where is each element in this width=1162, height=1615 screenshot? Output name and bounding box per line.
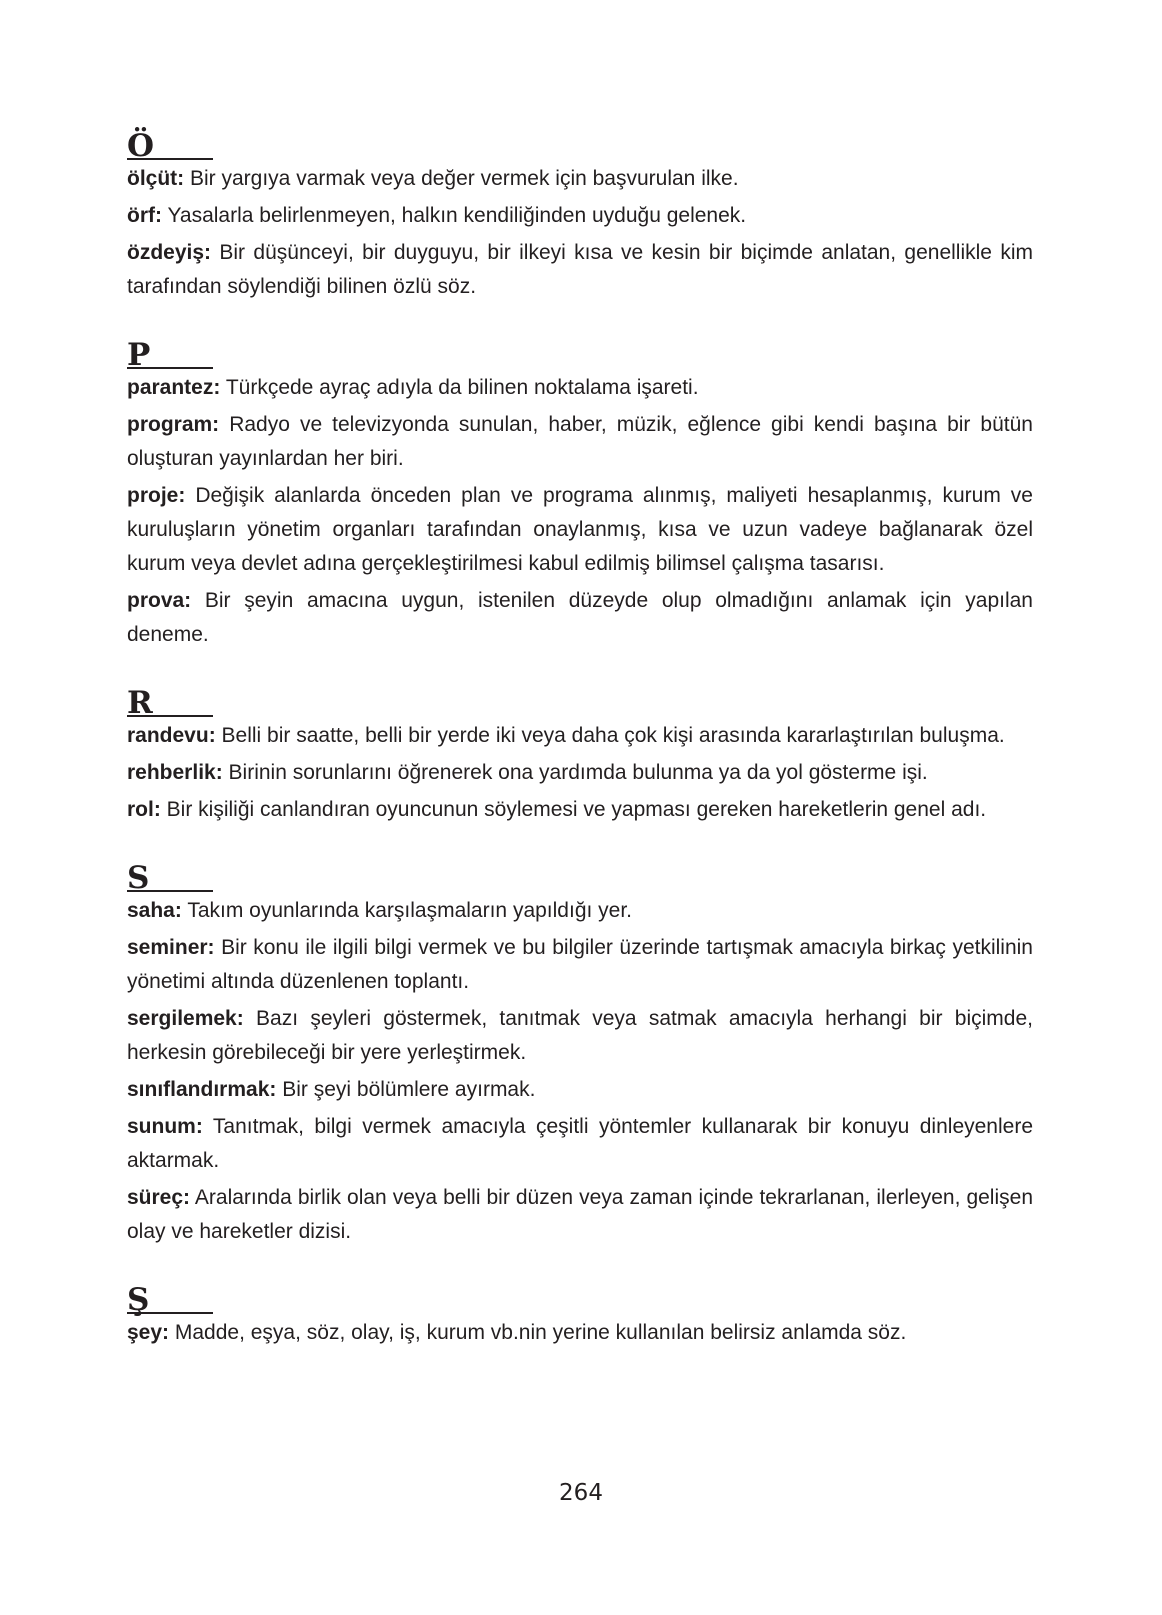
glossary-entry [127,199,1033,233]
entry-definition: Takım oyunlarında karşılaşmaların yapıldığı yer. [181,899,633,922]
section-s-cedilla [127,1272,1033,1350]
glossary-entry [127,584,1033,652]
glossary-content [127,118,1033,1353]
page-number: 264 [559,1480,603,1506]
entry-term: parantez: [127,376,221,399]
entry-term: rehberlik: [127,761,223,784]
section-letter: R [127,685,153,721]
entry-term: örf: [127,204,162,227]
entry-definition: Bir konu ile ilgili bilgi vermek ve bu bilgiler üzerinde tartışmak amacıyla birkaç yetkilinin yönetimi altında düzenlenen toplantı. [127,936,1033,993]
entry-definition: Birinin sorunlarını öğrenerek ona yardımda bulunma ya da yol gösterme işi. [222,761,928,784]
letter-heading [127,1272,1033,1316]
entry-term: özdeyiş: [127,241,212,264]
entry-definition: Bir şeyi bölümlere ayırmak. [276,1078,536,1101]
letter-heading [127,327,1033,371]
glossary-entry [127,236,1033,304]
letter-underline [127,1312,213,1314]
glossary-entry [127,793,1033,827]
entry-term: proje: [127,484,186,507]
entry-term: program: [127,413,220,436]
glossary-entry [127,1181,1033,1249]
glossary-entry [127,1002,1033,1070]
entry-definition: Radyo ve televizyonda sunulan, haber, müzik, eğlence gibi kendi başına bir bütün oluşturan yayınlardan her biri. [127,413,1033,470]
glossary-entry [127,408,1033,476]
glossary-entry [127,162,1033,196]
entry-definition: Belli bir saatte, belli bir yerde iki veya daha çok kişi arasında kararlaştırılan buluşma. [215,724,1005,747]
entry-term: ölçüt: [127,167,185,190]
glossary-entry [127,894,1033,928]
entry-term: şey: [127,1321,170,1344]
section-o-umlaut [127,118,1033,304]
entry-definition: Bir düşünceyi, bir duyguyu, bir ilkeyi kısa ve kesin bir biçimde anlatan, genellikle kim tarafından söylendiği bilinen özlü söz. [127,241,1033,298]
entry-definition: Bir şeyin amacına uygun, istenilen düzeyde olup olmadığını anlamak için yapılan deneme. [127,589,1033,646]
entry-term: randevu: [127,724,216,747]
letter-underline [127,890,213,892]
section-s [127,850,1033,1249]
entry-definition: Tanıtmak, bilgi vermek amacıyla çeşitli yöntemler kullanarak bir konuyu dinleyenlere aktarmak. [127,1115,1033,1172]
entry-definition: Değişik alanlarda önceden plan ve programa alınmış, maliyeti hesaplanmış, kurum ve kuruluşların yönetim organları tarafından onaylanmış, kısa ve uzun vadeye bağlanarak özel kurum veya devlet adına gerçekleştirilmesi kabul edilmiş bilimsel çalışma tasarısı. [127,484,1033,575]
entry-term: süreç: [127,1186,191,1209]
entry-term: saha: [127,899,182,922]
glossary-entry [127,719,1033,753]
glossary-entry [127,1073,1033,1107]
letter-underline [127,715,213,717]
entry-term: prova: [127,589,192,612]
section-letter: Ö [127,128,155,164]
glossary-entry [127,756,1033,790]
entry-term: sınıflandırmak: [127,1078,277,1101]
glossary-entry [127,479,1033,581]
entry-term: sunum: [127,1115,203,1138]
entry-term: seminer: [127,936,215,959]
entry-definition: Aralarında birlik olan veya belli bir düzen veya zaman içinde tekrarlanan, ilerleyen, gelişen olay ve hareketler dizisi. [127,1186,1033,1243]
section-letter: S [127,860,150,896]
letter-underline [127,367,213,369]
letter-heading [127,850,1033,894]
entry-definition: Yasalarla belirlenmeyen, halkın kendiliğinden uyduğu gelenek. [162,204,747,227]
section-p [127,327,1033,652]
section-letter: Ş [127,1282,150,1318]
entry-definition: Bazı şeyleri göstermek, tanıtmak veya satmak amacıyla herhangi bir biçimde, herkesin görebileceği bir yere yerleştirmek. [127,1007,1033,1064]
entry-term: sergilemek: [127,1007,244,1030]
glossary-entry [127,931,1033,999]
entry-term: rol: [127,798,161,821]
entry-definition: Madde, eşya, söz, olay, iş, kurum vb.nin yerine kullanılan belirsiz anlamda söz. [169,1321,907,1344]
section-r [127,675,1033,827]
letter-heading [127,118,1033,162]
glossary-entry [127,1316,1033,1350]
entry-definition: Bir yargıya varmak veya değer vermek için başvurulan ilke. [184,167,739,190]
letter-heading [127,675,1033,719]
entry-definition: Bir kişiliği canlandıran oyuncunun söylemesi ve yapması gereken hareketlerin genel adı. [160,798,987,821]
entry-definition: Türkçede ayraç adıyla da bilinen noktalama işareti. [220,376,699,399]
letter-underline [127,158,213,160]
glossary-entry [127,371,1033,405]
glossary-entry [127,1110,1033,1178]
section-letter: P [127,337,151,373]
